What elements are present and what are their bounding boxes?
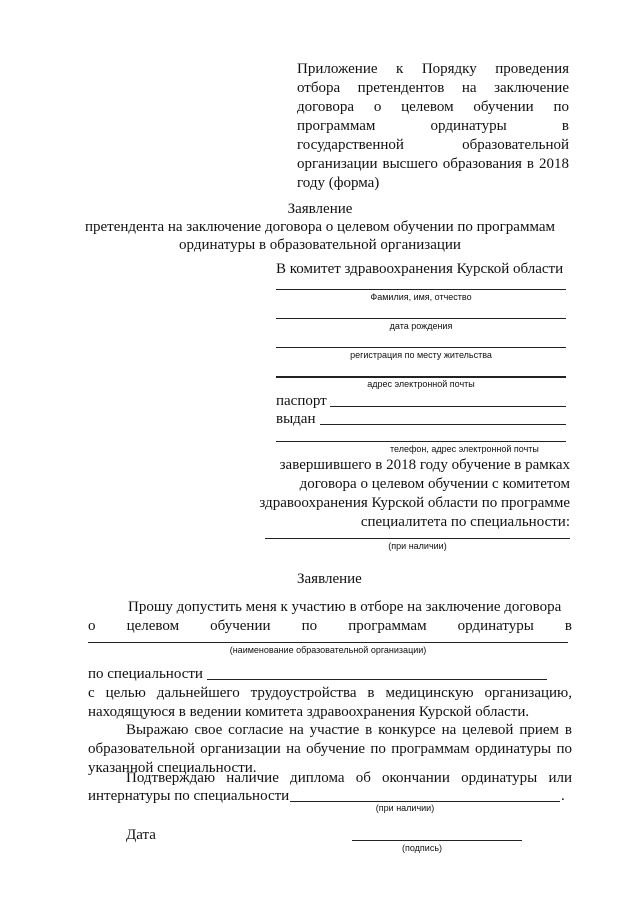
appendix-line-7: году (форма) xyxy=(297,175,380,191)
diploma-specialty-caption: (при наличии) xyxy=(375,803,435,813)
fio-caption: Фамилия, имя, отчество xyxy=(370,292,472,302)
birth-date-line[interactable] xyxy=(276,318,566,319)
organization-caption: (наименование образовательной организации) xyxy=(229,645,427,655)
statement-p3-line-1: Выражаю свое согласие на участие в конкурсе на целевой прием в xyxy=(126,722,572,738)
specialty-label: по специальности xyxy=(88,666,203,682)
birth-date-caption: дата рождения xyxy=(389,321,453,331)
statement-p1-line-1: Прошу допустить меня к участию в отборе на заключение договора xyxy=(128,599,562,615)
appendix-line-3: договора о целевом обучении по xyxy=(297,99,569,115)
completed-line-4: специалитета по специальности: xyxy=(360,514,570,530)
statement-p3-line-3: указанной специальности. xyxy=(88,760,257,776)
signature-line[interactable] xyxy=(352,840,522,841)
phone-caption: телефон, адрес электронной почты xyxy=(390,444,539,454)
completed-line-2: договора о целевом обучении с комитетом xyxy=(299,476,570,492)
issued-line[interactable] xyxy=(320,424,566,425)
statement-title: Заявление xyxy=(297,571,362,587)
form-title-word: Заявление xyxy=(287,201,353,217)
phone-line[interactable] xyxy=(276,441,566,442)
appendix-line-1: Приложение к Порядку проведения xyxy=(297,61,569,77)
specialty-prior-line[interactable] xyxy=(265,538,570,539)
completed-line-1: завершившего в 2018 году обучение в рамках xyxy=(279,457,570,473)
completed-line-3: здравоохранения Курской области по программе xyxy=(259,495,570,511)
statement-p4-line-2: интернатуры по специальности xyxy=(88,788,290,804)
email-caption: адрес электронной почты xyxy=(367,379,475,389)
statement-p2-line-1: с целью дальнейшего трудоустройства в медицинскую организацию, xyxy=(88,685,572,701)
specialty-prior-caption: (при наличии) xyxy=(388,541,447,551)
date-label: Дата xyxy=(126,827,156,843)
statement-p3-line-2: образовательной организации на обучение по программам ординатуры по xyxy=(88,741,572,757)
passport-label: паспорт xyxy=(276,393,327,409)
addressee: В комитет здравоохранения Курской области xyxy=(276,261,564,277)
appendix-line-5: государственной образовательной xyxy=(297,137,569,153)
form-title-line-2: ординатуры в образовательной организации xyxy=(179,237,461,253)
appendix-line-2: отбора претендентов на заключение xyxy=(297,80,569,96)
specialty-line[interactable] xyxy=(207,679,547,680)
statement-p2-line-2: находящуюся в ведении комитета здравоохранения Курской области. xyxy=(88,704,530,720)
form-title-line-1: претендента на заключение договора о целевом обучении по программам xyxy=(84,219,556,235)
appendix-line-6: организации высшего образования в 2018 xyxy=(297,156,569,172)
registration-line[interactable] xyxy=(276,347,566,348)
appendix-line-4: программам ординатуры в xyxy=(297,118,569,134)
statement-p4-line-1: Подтверждаю наличие диплома об окончании ординатуры или xyxy=(126,770,572,786)
registration-caption: регистрация по месту жительства xyxy=(350,350,492,360)
fio-line[interactable] xyxy=(276,289,566,290)
diploma-specialty-line[interactable] xyxy=(290,801,560,802)
email-line[interactable] xyxy=(276,376,566,378)
statement-p4-end: . xyxy=(561,788,565,804)
issued-label: выдан xyxy=(276,411,316,427)
statement-p1-line-2: о целевом обучении по программам ординатуры в xyxy=(88,618,572,634)
passport-line[interactable] xyxy=(330,406,566,407)
signature-caption: (подпись) xyxy=(401,843,443,853)
organization-line[interactable] xyxy=(88,642,568,643)
